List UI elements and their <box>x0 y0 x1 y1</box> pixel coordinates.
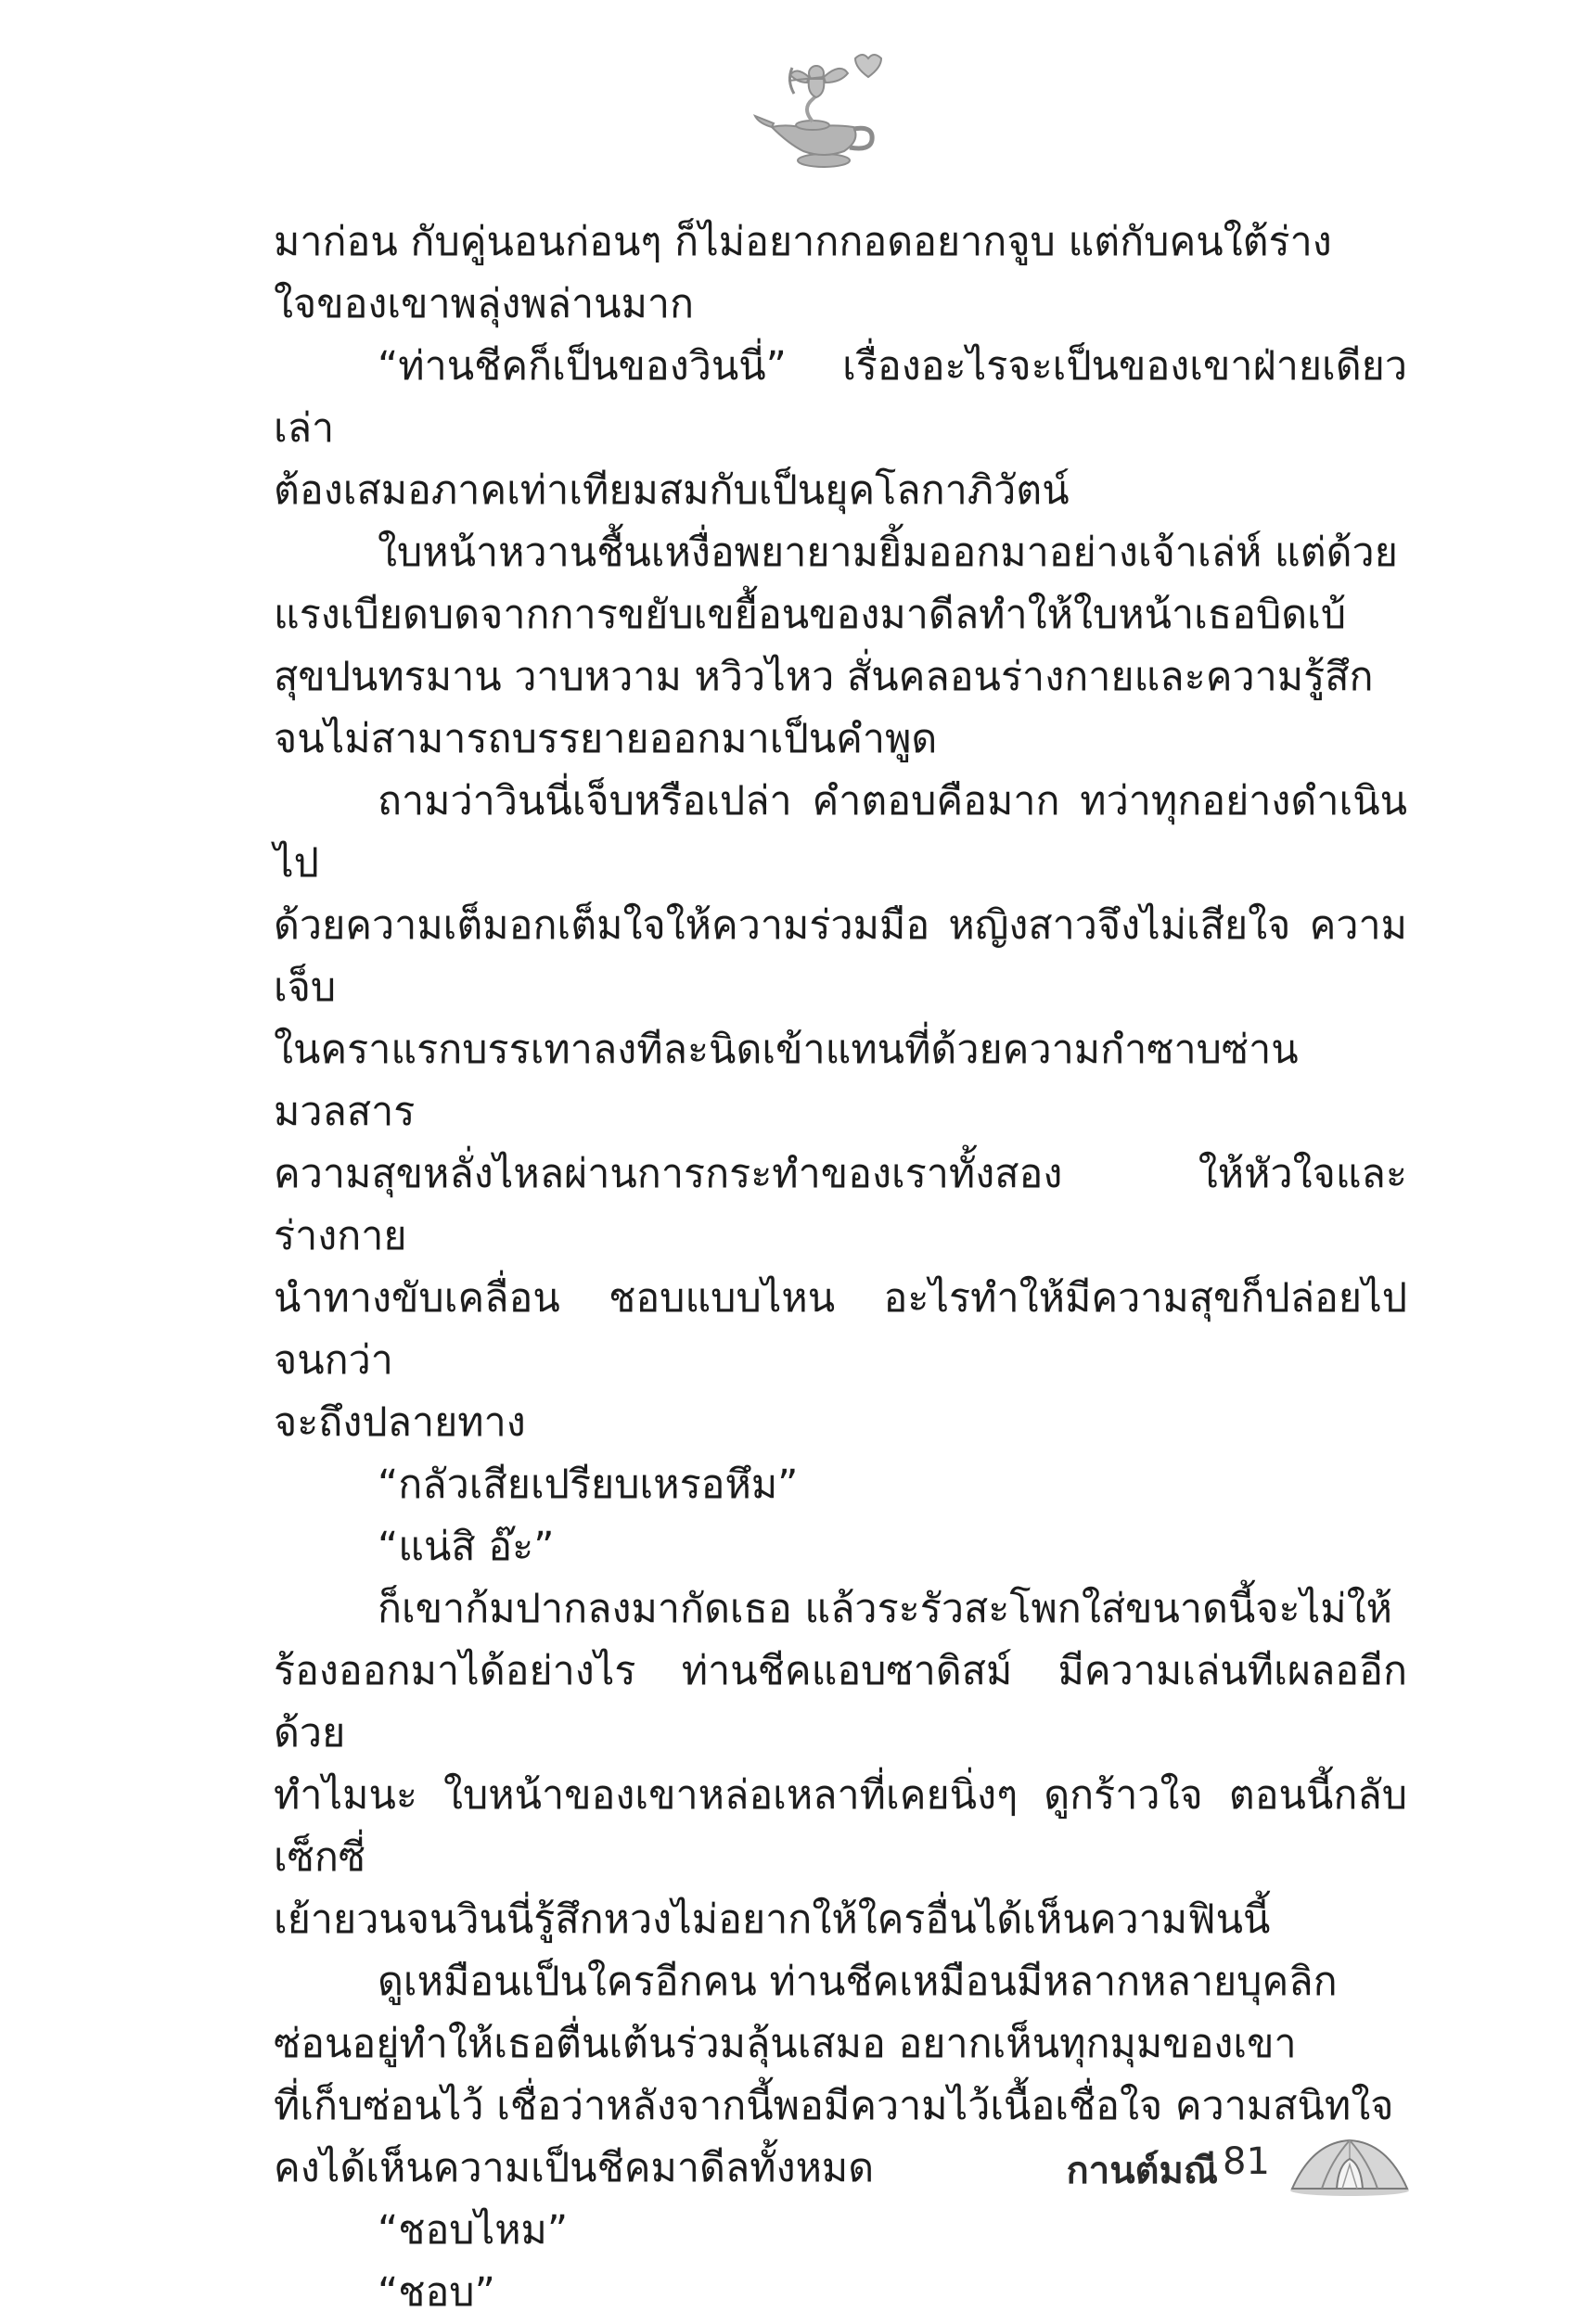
dialogue-line: “ชอบ” <box>378 2269 495 2316</box>
paragraph: ก็เขาก้มปากลงมากัดเธอ แล้วระรัวสะโพกใส่ขนาดนี้จะไม่ให้ ร้องออกมาได้อย่างไร ท่านชีคแอบซาดิสม์ มีความเล่นทีเผลออีกด้วย ทำไมนะ ใบหน้าของเขาหล่อเหลาที่เคยนิ่งๆ ดูกร้าวใจ ตอนนี้กลับเซ็กซี่ เย้ายวนจนวินนี่รู้สึกหวงไม่อยากให้ใครอื่นได้เห็นความฟินนี้ <box>274 1586 1407 1943</box>
dialogue-line: “แน่สิ อ๊ะ” <box>378 1524 555 1570</box>
author-name: กานต์มณี <box>1066 2150 1218 2192</box>
paragraph: ดูเหมือนเป็นใครอีกคน ท่านชีคเหมือนมีหลากหลายบุคลิก ซ่อนอยู่ทำให้เธอตื่นเต้นร่วมลุ้นเสมอ อยากเห็นทุกมุมของเขา ที่เก็บซ่อนไว้ เชื่อว่าหลังจากนี้พอมีความไว้เนื้อเชื่อใจ ความสนิทใจ คงได้เห็นความเป็นชีคมาดีลทั้งหมด <box>274 1959 1394 2191</box>
body-text <box>274 211 1407 2324</box>
paragraph: “ท่านชีคก็เป็นของวินนี่” เรื่องอะไรจะเป็นของเขาฝ่ายเดียวเล่า ต้องเสมอภาคเท่าเทียมสมกับเป็นยุคโลกาภิวัตน์ <box>274 343 1407 514</box>
tent-icon <box>1285 2133 1415 2198</box>
paragraph: ถามว่าวินนี่เจ็บหรือเปล่า คำตอบคือมาก ทว่าทุกอย่างดำเนินไป ด้วยความเต็มอกเต็มใจให้ความร่วมมือ หญิงสาวจึงไม่เสียใจ ความเจ็บ ในคราแรกบรรเทาลงทีละนิดเข้าแทนที่ด้วยความกำซาบซ่าน มวลสาร ความสุขหลั่งไหลผ่านการกระทำของเราทั้งสอง ให้หัวใจและร่างกาย นำทางขับเคลื่อน ชอบแบบไหน อะไรทำให้มีความสุขก็ปล่อยไปจนกว่า จะถึงปลายทาง <box>274 778 1407 1446</box>
paragraph: ใบหน้าหวานชื้นเหงื่อพยายามยิ้มออกมาอย่างเจ้าเล่ห์ แต่ด้วย แรงเบียดบดจากการขยับเขยื้อนของมาดีลทำให้ใบหน้าเธอบิดเบ้ สุขปนทรมาน วาบหวาม หวิวไหว สั่นคลอนร่างกายและความรู้สึก จนไม่สามารถบรรยายออกมาเป็นคำพูด <box>274 530 1398 762</box>
page-footer <box>0 2133 1589 2207</box>
paragraph: มาก่อน กับคู่นอนก่อนๆ ก็ไม่อยากกอดอยากจูบ แต่กับคนใต้ร่าง ใจของเขาพลุ่งพล่านมาก <box>274 219 1332 327</box>
dialogue-line: “ชอบไหม” <box>378 2207 569 2254</box>
page-number: 81 <box>1223 2140 1270 2183</box>
cupid-magic-lamp-icon <box>751 51 891 172</box>
dialogue-line: “กลัวเสียเปรียบเหรอหึม” <box>378 1462 799 1508</box>
